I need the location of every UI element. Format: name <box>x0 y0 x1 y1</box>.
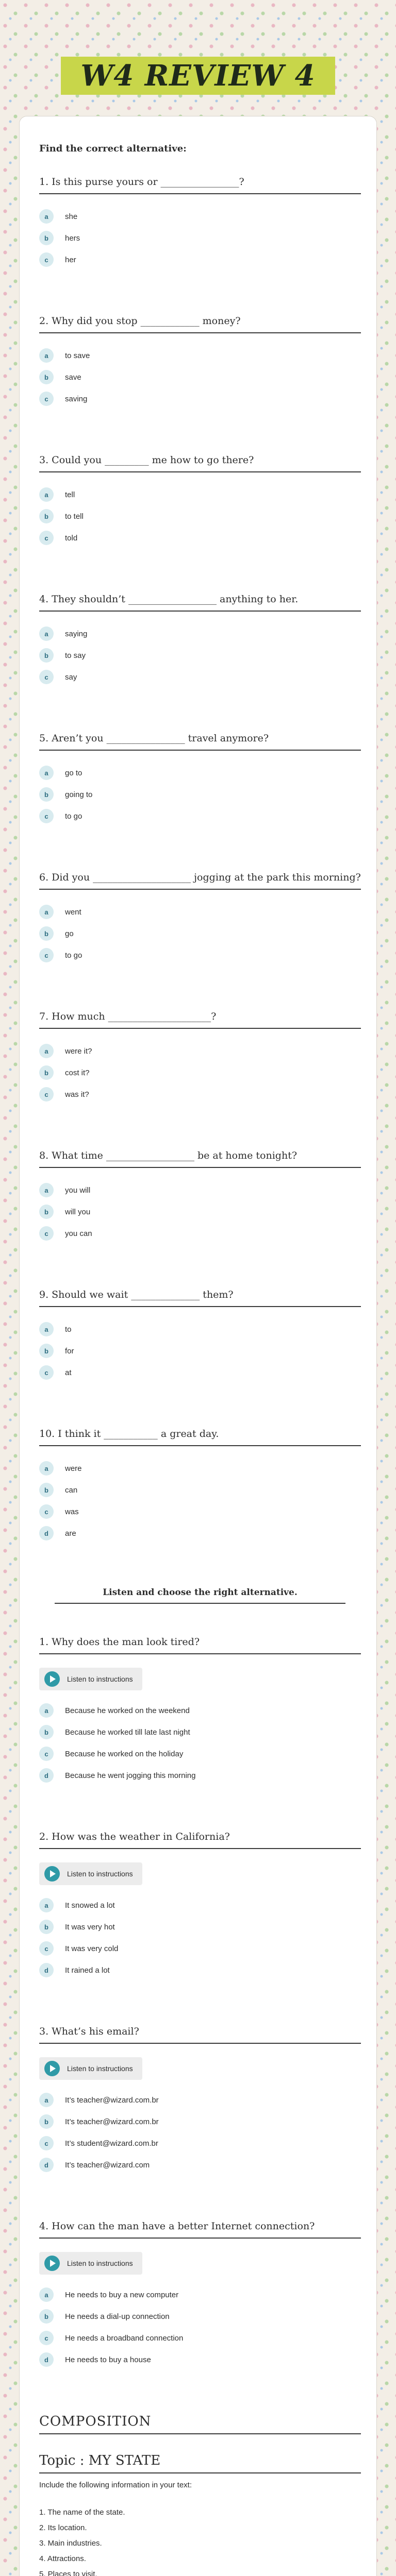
composition-list-item: 1. The name of the state. <box>39 2508 125 2517</box>
option-text: saying <box>65 629 88 638</box>
option-text: was <box>65 1507 79 1516</box>
answer-option[interactable] <box>39 1938 361 1959</box>
composition-title: COMPOSITION <box>39 2414 361 2434</box>
option-letter: a <box>39 1183 54 1197</box>
option-text: to go <box>65 811 82 821</box>
option-text: to save <box>65 351 90 360</box>
listen-label: Listen to instructions <box>67 2259 133 2267</box>
option-letter: c <box>39 1504 54 1519</box>
answer-option[interactable] <box>39 527 361 549</box>
answer-option[interactable] <box>39 1340 361 1362</box>
option-text: hers <box>65 233 80 243</box>
option-letter: c <box>39 1226 54 1241</box>
question-text: 1. Why does the man look tired? <box>39 1635 361 1654</box>
answer-option[interactable] <box>39 2154 361 2176</box>
answer-option[interactable] <box>39 805 361 827</box>
option-letter: b <box>39 2309 54 2324</box>
option-letter: c <box>39 2136 54 2150</box>
option-letter: c <box>39 392 54 406</box>
question <box>39 1009 361 1105</box>
question <box>39 175 361 270</box>
option-text: at <box>65 1368 72 1377</box>
option-text: her <box>65 255 76 264</box>
question-text: 3. What’s his email? <box>39 2024 361 2044</box>
answer-option[interactable] <box>39 1700 361 1721</box>
answer-option[interactable] <box>39 1083 361 1105</box>
option-letter: c <box>39 948 54 962</box>
option-text: Because he worked on the weekend <box>65 1706 190 1715</box>
option-text: go to <box>65 768 82 777</box>
answer-option[interactable] <box>39 2284 361 2306</box>
option-text: It’s teacher@wizard.com <box>65 2160 150 2170</box>
answer-option[interactable] <box>39 762 361 784</box>
composition-list-item: 4. Attractions. <box>39 2554 86 2563</box>
answer-option[interactable] <box>39 1522 361 1544</box>
option-letter: a <box>39 2287 54 2302</box>
answer-option[interactable] <box>39 227 361 249</box>
option-letter: d <box>39 1963 54 1977</box>
question <box>39 1829 361 1981</box>
option-letter: a <box>39 1461 54 1476</box>
play-icon <box>44 1671 60 1687</box>
option-text: went <box>65 907 81 917</box>
option-text: going to <box>65 790 93 799</box>
option-letter: a <box>39 1044 54 1058</box>
option-letter: c <box>39 670 54 684</box>
option-text: He needs a dial-up connection <box>65 2312 170 2321</box>
option-letter: b <box>39 2114 54 2129</box>
option-text: It’s teacher@wizard.com.br <box>65 2117 159 2126</box>
option-letter: b <box>39 1205 54 1219</box>
option-text: to say <box>65 651 86 660</box>
answer-option[interactable] <box>39 1743 361 1765</box>
answer-option[interactable] <box>39 2306 361 2327</box>
answer-option[interactable] <box>39 2327 361 2349</box>
option-letter: a <box>39 766 54 780</box>
question-text: 8. What time __________________ be at home tonight? <box>39 1148 361 1168</box>
answer-option[interactable] <box>39 901 361 923</box>
option-letter: a <box>39 1898 54 1912</box>
play-icon <box>44 2256 60 2271</box>
question-text: 4. They shouldn’t __________________ anything to her. <box>39 592 361 612</box>
listen-label: Listen to instructions <box>67 2064 133 2073</box>
answer-option[interactable] <box>39 1223 361 1244</box>
option-text: were it? <box>65 1046 92 1056</box>
answer-option[interactable] <box>39 1201 361 1223</box>
option-text: Because he worked on the holiday <box>65 1749 184 1758</box>
option-text: He needs to buy a house <box>65 2355 151 2364</box>
option-text: save <box>65 372 81 382</box>
option-letter: b <box>39 787 54 802</box>
composition-list-item: 5. Places to visit. <box>39 2570 97 2576</box>
option-text: cost it? <box>65 1068 90 1077</box>
question-text: 4. How can the man have a better Internet connection? <box>39 2219 361 2239</box>
option-letter: b <box>39 231 54 245</box>
answer-option[interactable] <box>39 1179 361 1201</box>
option-letter: d <box>39 2352 54 2367</box>
question <box>39 592 361 688</box>
option-letter: c <box>39 1087 54 1101</box>
question <box>39 731 361 827</box>
question-text: 9. Should we wait ______________ them? <box>39 1287 361 1307</box>
title-banner <box>61 57 335 95</box>
answer-option[interactable] <box>39 944 361 966</box>
answer-option[interactable] <box>39 366 361 388</box>
answer-option[interactable] <box>39 1721 361 1743</box>
option-letter: b <box>39 1483 54 1497</box>
listen-label: Listen to instructions <box>67 1675 133 1683</box>
listen-button[interactable] <box>39 2057 142 2080</box>
answer-option[interactable] <box>39 1959 361 1981</box>
question-text: 6. Did you ____________________ jogging at the park this morning? <box>39 870 361 890</box>
question-text: 5. Aren’t you ________________ travel anymore? <box>39 731 361 751</box>
answer-option[interactable] <box>39 505 361 527</box>
option-letter: a <box>39 487 54 502</box>
option-text: saving <box>65 394 88 403</box>
option-letter: d <box>39 1526 54 1540</box>
option-text: were <box>65 1464 82 1473</box>
answer-option[interactable] <box>39 484 361 505</box>
option-text: was it? <box>65 1090 89 1099</box>
listen-button[interactable] <box>39 2252 142 2275</box>
composition-instruction: Include the following information in your text: <box>39 2481 192 2489</box>
play-icon <box>44 2061 60 2076</box>
answer-option[interactable] <box>39 345 361 366</box>
question <box>39 2024 361 2176</box>
option-letter: c <box>39 1365 54 1380</box>
play-icon <box>44 1866 60 1882</box>
answer-option[interactable] <box>39 923 361 944</box>
option-letter: b <box>39 648 54 663</box>
option-text: she <box>65 212 78 221</box>
option-letter: a <box>39 209 54 224</box>
answer-option[interactable] <box>39 623 361 645</box>
option-text: It’s student@wizard.com.br <box>65 2139 158 2148</box>
option-text: tell <box>65 490 75 499</box>
answer-option[interactable] <box>39 2111 361 2132</box>
option-text: can <box>65 1485 78 1495</box>
question-text: 3. Could you _________ me how to go there? <box>39 453 361 472</box>
listen-button[interactable] <box>39 1668 142 1690</box>
answer-option[interactable] <box>39 666 361 688</box>
answer-option[interactable] <box>39 249 361 270</box>
answer-option[interactable] <box>39 1501 361 1522</box>
composition-list-item: 3. Main industries. <box>39 2539 102 2548</box>
option-letter: b <box>39 370 54 384</box>
option-text: It’s teacher@wizard.com.br <box>65 2095 159 2105</box>
question <box>39 1148 361 1244</box>
answer-option[interactable] <box>39 1318 361 1340</box>
answer-option[interactable] <box>39 206 361 227</box>
option-text: Because he worked till late last night <box>65 1727 190 1737</box>
answer-option[interactable] <box>39 1894 361 1916</box>
option-letter: a <box>39 2093 54 2107</box>
option-letter: c <box>39 531 54 545</box>
option-letter: c <box>39 2331 54 2345</box>
option-text: to go <box>65 951 82 960</box>
option-letter: a <box>39 905 54 919</box>
option-letter: c <box>39 809 54 823</box>
question <box>39 1427 361 1544</box>
answer-option[interactable] <box>39 1040 361 1062</box>
composition-topic: Topic : MY STATE <box>39 2453 361 2473</box>
option-text: It was very cold <box>65 1944 119 1953</box>
answer-option[interactable] <box>39 1362 361 1383</box>
option-letter: d <box>39 2158 54 2172</box>
question <box>39 453 361 549</box>
option-text: It snowed a lot <box>65 1901 115 1910</box>
option-text: will you <box>65 1207 91 1216</box>
option-text: you can <box>65 1229 92 1238</box>
option-letter: b <box>39 1920 54 1934</box>
worksheet-card <box>20 116 376 2576</box>
question-text: 7. How much _____________________? <box>39 1009 361 1029</box>
option-text: He needs a broadband connection <box>65 2333 184 2343</box>
option-letter: b <box>39 509 54 523</box>
option-text: to <box>65 1325 72 1334</box>
option-letter: c <box>39 1941 54 1956</box>
option-letter: b <box>39 1344 54 1358</box>
composition-list-item: 2. Its location. <box>39 2523 87 2532</box>
answer-option[interactable] <box>39 2132 361 2154</box>
option-text: told <box>65 533 78 543</box>
question-text: 2. Why did you stop ____________ money? <box>39 314 361 333</box>
option-text: It was very hot <box>65 1922 115 1931</box>
answer-option[interactable] <box>39 388 361 410</box>
option-letter: c <box>39 252 54 267</box>
option-text: He needs to buy a new computer <box>65 2290 179 2299</box>
answer-option[interactable] <box>39 1458 361 1479</box>
section1-heading: Find the correct alternative: <box>39 143 187 154</box>
question <box>39 2219 361 2370</box>
answer-option[interactable] <box>39 1916 361 1938</box>
answer-option[interactable] <box>39 784 361 805</box>
question-text: 10. I think it ___________ a great day. <box>39 1427 361 1446</box>
answer-option[interactable] <box>39 2089 361 2111</box>
answer-option[interactable] <box>39 1062 361 1083</box>
option-letter: b <box>39 1065 54 1080</box>
answer-option[interactable] <box>39 1765 361 1786</box>
option-text: you will <box>65 1185 91 1195</box>
answer-option[interactable] <box>39 2349 361 2370</box>
option-letter: a <box>39 626 54 641</box>
question <box>39 1287 361 1383</box>
option-text: for <box>65 1346 74 1355</box>
question <box>39 870 361 966</box>
answer-option[interactable] <box>39 1479 361 1501</box>
listen-button[interactable] <box>39 1862 142 1885</box>
option-letter: a <box>39 1322 54 1336</box>
option-text: Because he went jogging this morning <box>65 1771 196 1780</box>
option-letter: c <box>39 1747 54 1761</box>
option-letter: a <box>39 1703 54 1718</box>
option-text: say <box>65 672 77 682</box>
option-text: to tell <box>65 512 84 521</box>
option-text: go <box>65 929 74 938</box>
answer-option[interactable] <box>39 645 361 666</box>
question <box>39 314 361 410</box>
option-letter: b <box>39 1725 54 1739</box>
option-letter: b <box>39 926 54 941</box>
page-title: W4 REVIEW 4 <box>80 59 316 93</box>
question-text: 2. How was the weather in California? <box>39 1829 361 1849</box>
option-text: It rained a lot <box>65 1965 110 1975</box>
option-letter: a <box>39 348 54 363</box>
question-text: 1. Is this purse yours or ________________? <box>39 175 361 194</box>
option-text: are <box>65 1529 76 1538</box>
option-letter: d <box>39 1768 54 1783</box>
listen-label: Listen to instructions <box>67 1870 133 1878</box>
section2-heading: Listen and choose the right alternative. <box>55 1587 345 1604</box>
question <box>39 1635 361 1786</box>
